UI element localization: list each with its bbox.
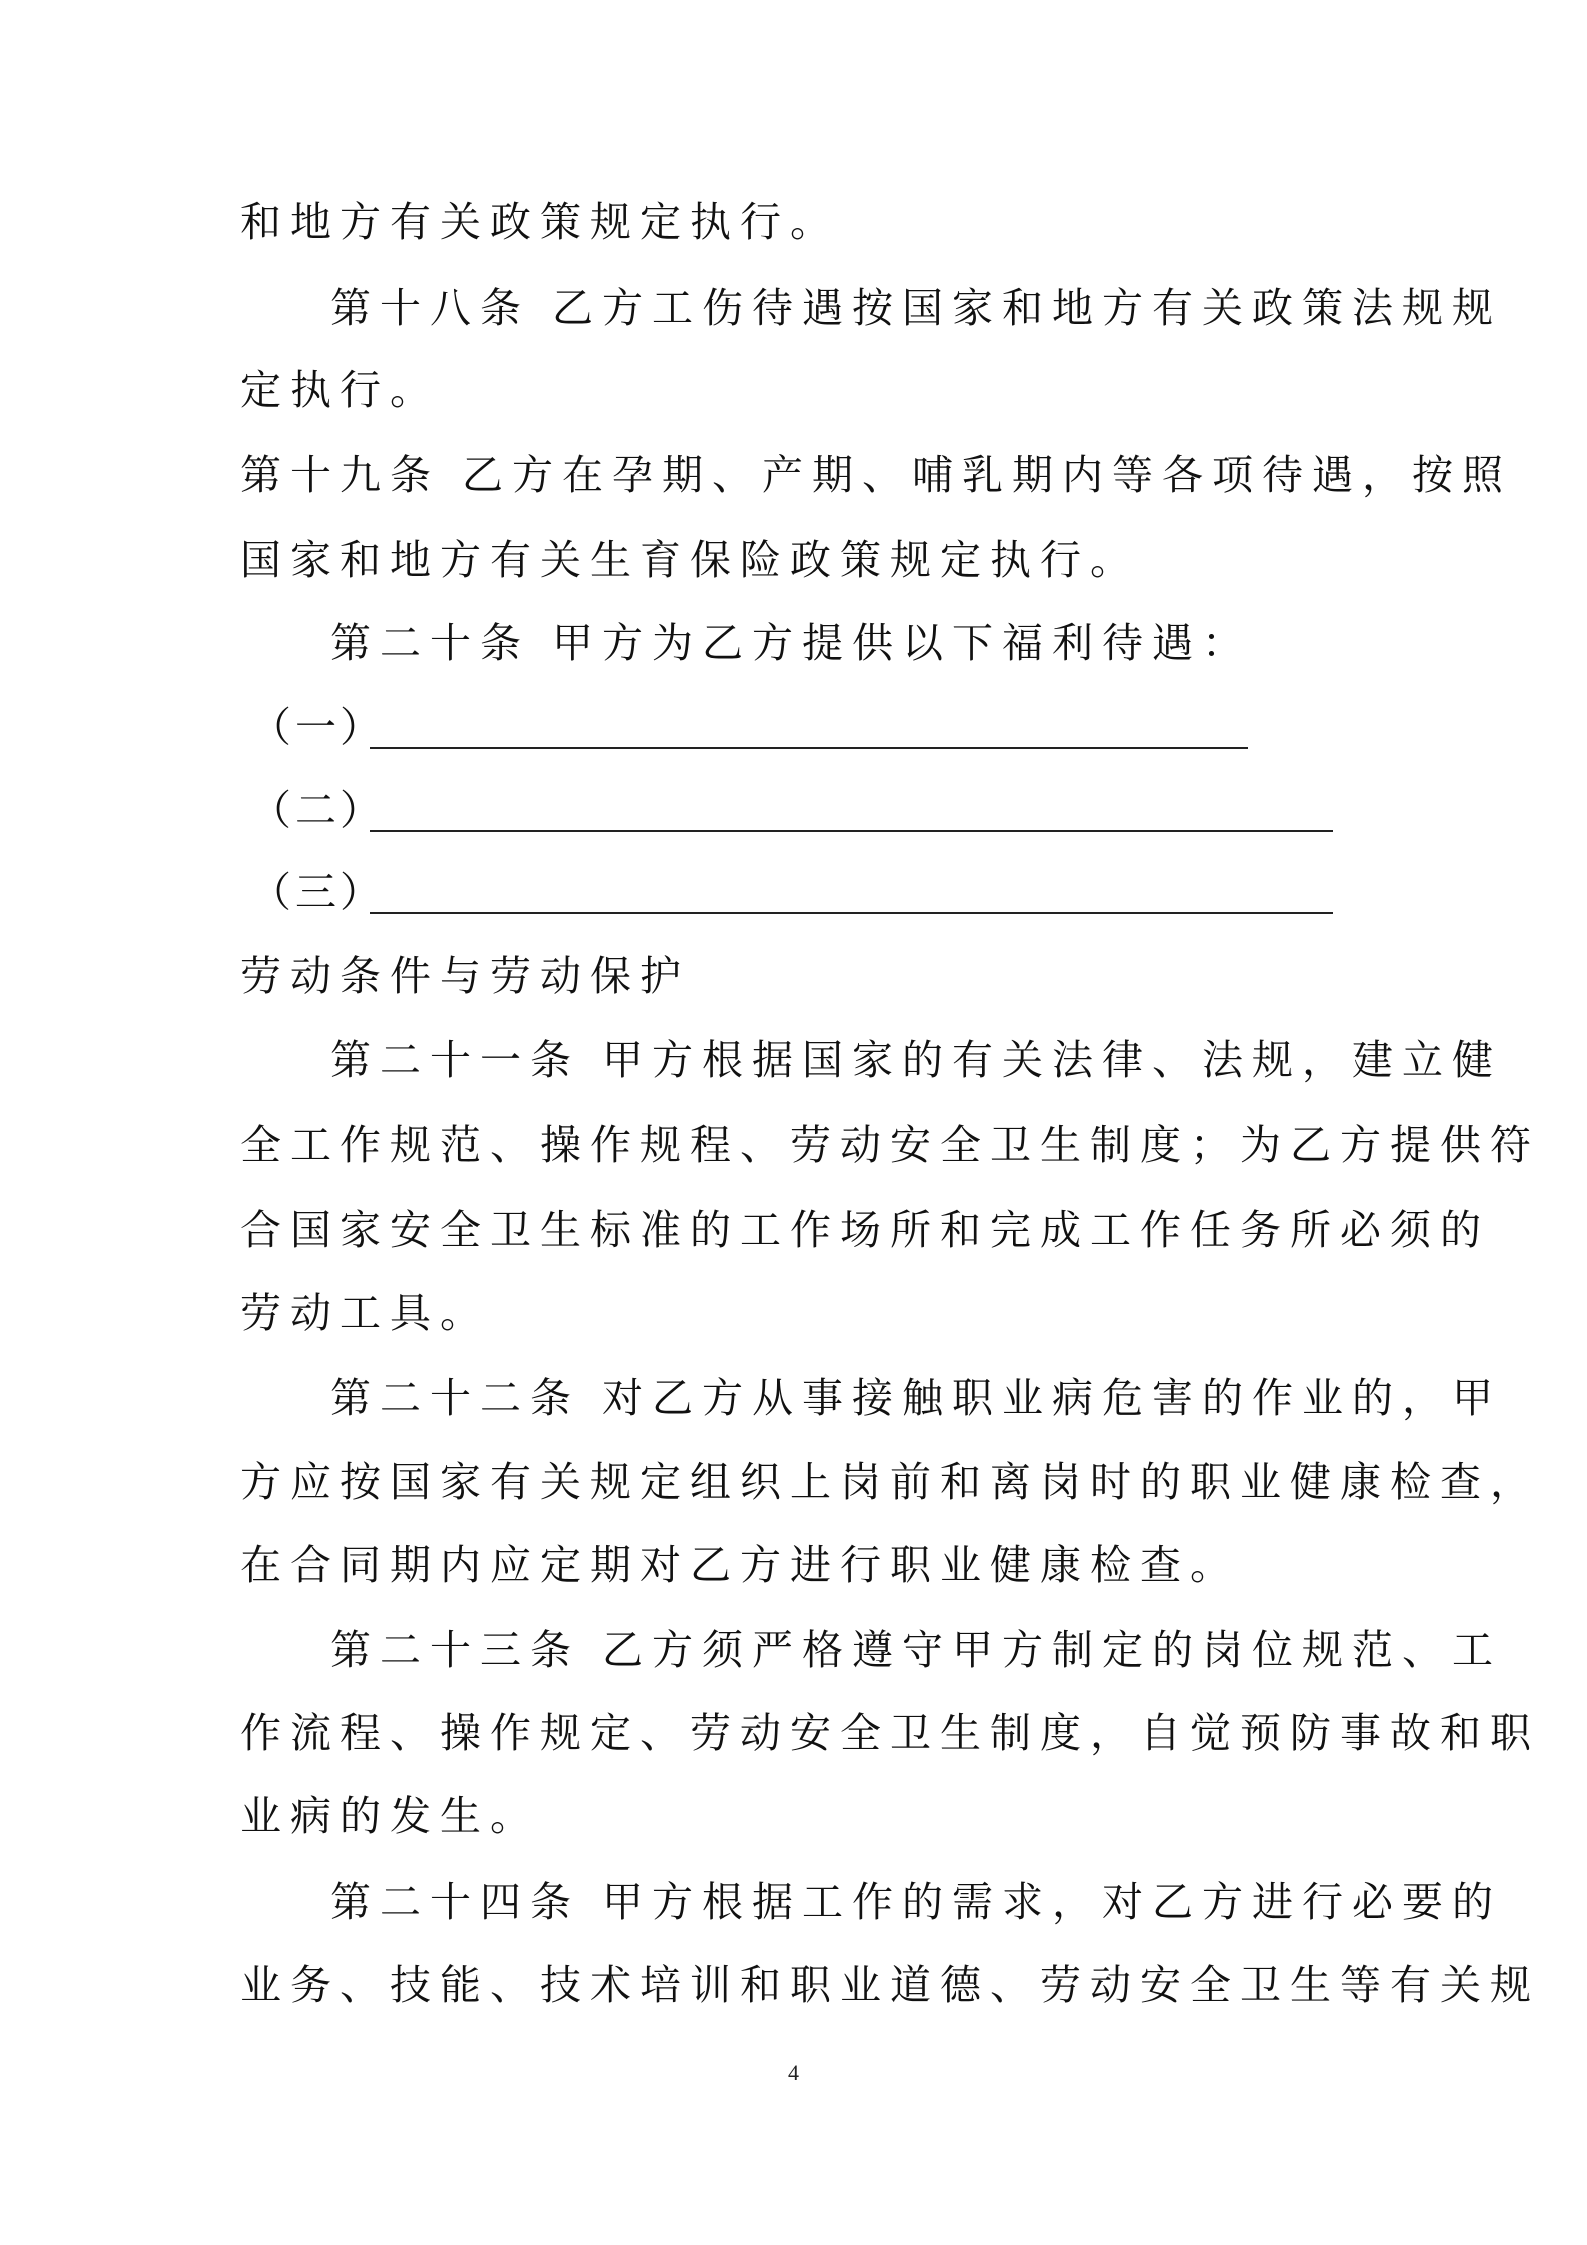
article-22-line-2: 方应按国家有关规定组织上岗前和离岗时的职业健康检查， (240, 1458, 1540, 1506)
article-22-line-1: 第二十二条 对乙方从事接触职业病危害的作业的，甲 (330, 1374, 1503, 1422)
article-20-line: 第二十条 甲方为乙方提供以下福利待遇： (330, 619, 1253, 667)
article-19-line-2: 国家和地方有关生育保险政策规定执行。 (240, 536, 1140, 584)
welfare-item-3 (250, 862, 385, 922)
welfare-item-2 (250, 780, 385, 840)
text-line: 和地方有关政策规定执行。 (240, 198, 840, 246)
welfare-item-number: （一） (250, 703, 385, 751)
blank-underline (370, 912, 1333, 914)
article-24-line-2: 业务、技能、技术培训和职业道德、劳动安全卫生等有关规 (240, 1961, 1540, 2009)
article-23-line-3: 业病的发生。 (240, 1792, 540, 1840)
blank-underline (370, 830, 1333, 832)
article-22-line-3: 在合同期内应定期对乙方进行职业健康检查。 (240, 1541, 1240, 1589)
article-18-line-2: 定执行。 (240, 366, 440, 414)
welfare-item-1 (250, 697, 385, 757)
article-18-line-1: 第十八条 乙方工伤待遇按国家和地方有关政策法规规 (330, 284, 1503, 332)
section-heading: 劳动条件与劳动保护 (240, 952, 690, 1000)
welfare-item-number: （三） (250, 868, 385, 916)
article-23-line-1: 第二十三条 乙方须严格遵守甲方制定的岗位规范、工 (330, 1626, 1503, 1674)
page-number: 4 (788, 2060, 799, 2085)
blank-underline (370, 747, 1248, 749)
article-24-line-1: 第二十四条 甲方根据工作的需求，对乙方进行必要的 (330, 1878, 1503, 1926)
article-23-line-2: 作流程、操作规定、劳动安全卫生制度，自觉预防事故和职 (240, 1709, 1540, 1757)
article-21-line-4: 劳动工具。 (240, 1289, 490, 1337)
article-19-line-1: 第十九条 乙方在孕期、产期、哺乳期内等各项待遇，按照 (240, 451, 1513, 499)
article-21-line-1: 第二十一条 甲方根据国家的有关法律、法规，建立健 (330, 1036, 1503, 1084)
article-21-line-2: 全工作规范、操作规程、劳动安全卫生制度；为乙方提供符 (240, 1121, 1540, 1169)
welfare-item-number: （二） (250, 786, 385, 834)
article-21-line-3: 合国家安全卫生标准的工作场所和完成工作任务所必须的 (240, 1206, 1490, 1254)
